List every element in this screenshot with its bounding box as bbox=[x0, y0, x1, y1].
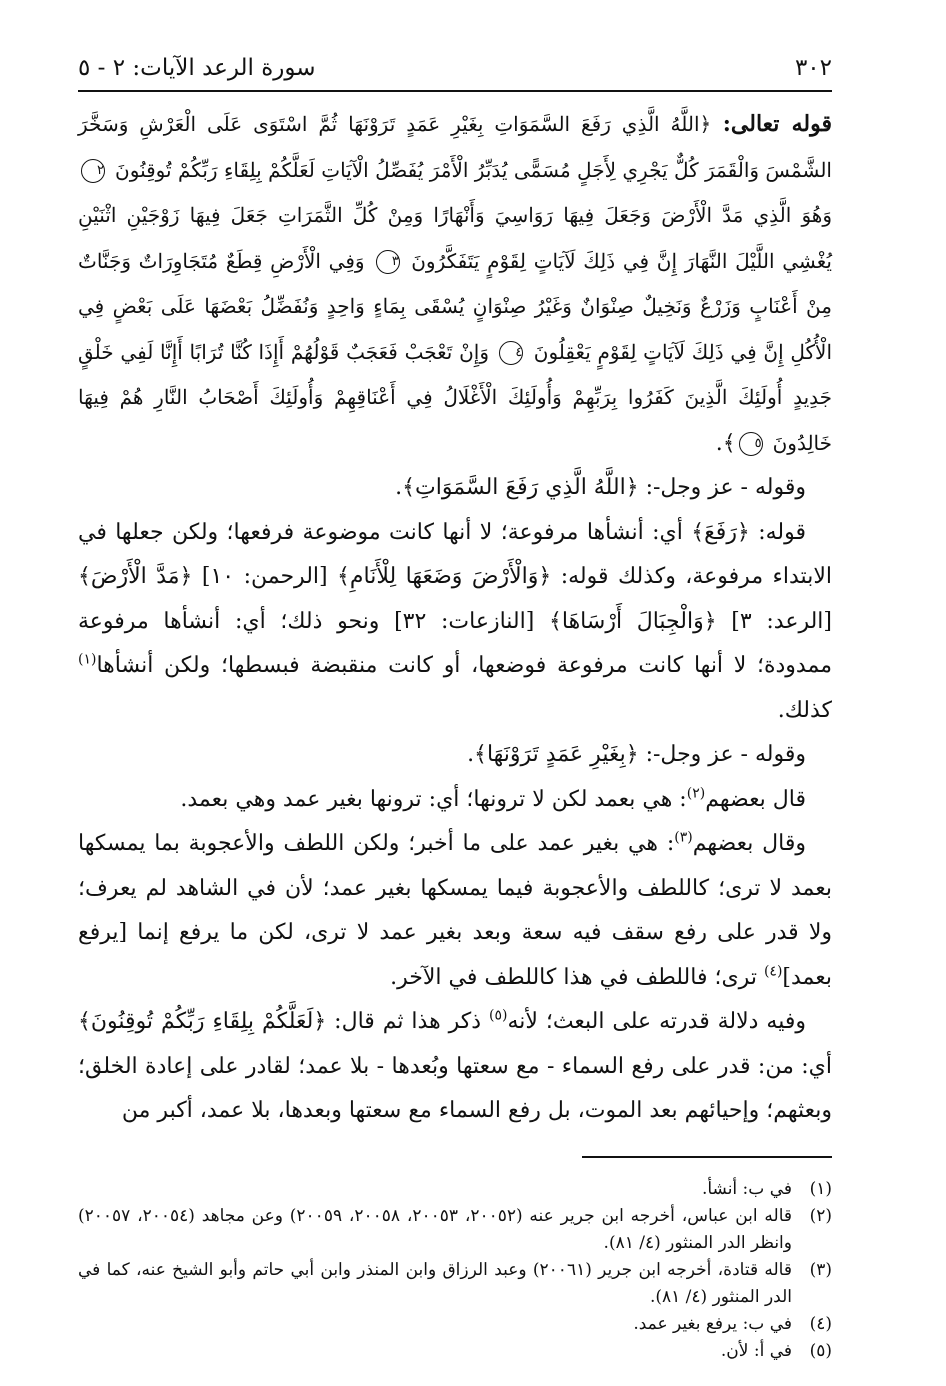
paragraph bbox=[78, 822, 832, 1000]
footnote-number: (٥) bbox=[809, 1340, 832, 1361]
paragraph-text: : هي بغير عمد على ما أخبر؛ ولكن اللطف والأعجوبة بما يمسكها بعمد لا ترى؛ كاللطف والأعجوبة فيما يمسكها بغير عمد؛ لأن في الشاهد لم يعرف؛ ولا قدر على رفع سقف فيه سعة وبعد بغير عمد لا ترى، لكن ما يرفع إنما [يرفع بعمد] bbox=[78, 831, 832, 990]
footnote-number: (٣) bbox=[809, 1259, 832, 1280]
footnote-ref[interactable]: (٢) bbox=[686, 785, 706, 802]
footnote-item bbox=[78, 1311, 832, 1338]
footnote-text: في ب: أنشأ. bbox=[701, 1178, 792, 1199]
page-header bbox=[78, 52, 832, 92]
footnote-number: (٢) bbox=[809, 1205, 832, 1226]
footnote-item bbox=[78, 1176, 832, 1203]
paragraph-text: كذلك. bbox=[777, 697, 832, 723]
verse-number-marker: ٥ bbox=[739, 432, 763, 456]
paragraph-text: وقال بعضهم bbox=[692, 831, 806, 856]
footnote-ref[interactable]: (٥) bbox=[488, 1007, 508, 1024]
paragraph-text: ترى؛ فاللطف في هذا كاللطف في الآخر. bbox=[390, 964, 764, 990]
footnote-divider bbox=[582, 1156, 832, 1158]
verse-text-1: ﴿اللَّهُ الَّذِي رَفَعَ السَّمَوَاتِ بِغَيْرِ عَمَدٍ تَرَوْنَهَا ثُمَّ اسْتَوَى عَلَى الْعَرْشِ وَسَخَّرَ الشَّمْسَ وَالْقَمَرَ كُلٌّ يَجْرِي لِأَجَلٍ مُسَمًّى يُدَبِّرُ الْأَمْرَ يُفَصِّلُ الْآيَاتِ لَعَلَّكُمْ بِلِقَاءِ رَبِّكُمْ تُوقِنُونَ bbox=[78, 112, 832, 182]
paragraph bbox=[78, 778, 832, 823]
footnote-item bbox=[78, 1203, 832, 1257]
paragraph-text: قوله: ﴿رَفَعَ﴾ أي: أنشأها مرفوعة؛ لا أنها كانت موضوعة فرفعها؛ ولكن جعلها في الابتداء مرفوعة، وكذلك قوله: ﴿وَالْأَرْضَ وَضَعَهَا لِلْأَنَامِ﴾ [الرحمن: ١٠] ﴿مَدَّ الْأَرْضَ﴾ [الرعد: ٣] ﴿وَالْجِبَالَ أَرْسَاهَا﴾ [النازعات: ٣٢] ونحو ذلك؛ أي: أنشأها مرفوعة ممدودة؛ لا أنها كانت مرفوعة فوضعها، أو كانت منقبضة فبسطها؛ ولكن أنشأها bbox=[78, 519, 832, 678]
footnote-ref[interactable]: (٤) bbox=[763, 963, 783, 980]
paragraph: وقوله - عز وجل-: ﴿بِغَيْرِ عَمَدٍ تَرَوْنَهَا﴾. bbox=[467, 742, 806, 767]
footnote-text: قاله قتادة، أخرجه ابن جرير (٢٠٠٦١) وعبد الرزاق وابن المنذر وابن أبي حاتم وأبو الشيخ عنه، كما في الدر المنثور (٤/ ٨١). bbox=[78, 1259, 792, 1307]
footnote-number: (١) bbox=[809, 1178, 832, 1199]
verse-text-4: وَإِنْ تَعْجَبْ فَعَجَبٌ قَوْلُهُمْ أَإِذَا كُنَّا تُرَابًا أَإِنَّا لَفِي خَلْقٍ جَدِيدٍ أُولَئِكَ الَّذِينَ كَفَرُوا بِرَبِّهِمْ وَأُولَئِكَ الْأَغْلَالُ فِي أَعْنَاقِهِمْ وَأُولَئِكَ أَصْحَابُ النَّارِ هُمْ فِيهَا خَالِدُونَ bbox=[78, 339, 832, 455]
main-text bbox=[78, 102, 832, 1134]
footnotes bbox=[78, 1176, 832, 1365]
footnote-item bbox=[78, 1257, 832, 1311]
verse-number-marker: ٤ bbox=[499, 341, 523, 365]
paragraph bbox=[78, 1000, 832, 1134]
verse-paragraph bbox=[78, 102, 832, 466]
surah-title: سورة الرعد الآيات: ٢ - ٥ bbox=[78, 55, 316, 81]
paragraph: وقوله - عز وجل-: ﴿اللَّهُ الَّذِي رَفَعَ السَّمَوَاتِ﴾. bbox=[395, 475, 806, 500]
footnote-text: في أ: لأن. bbox=[720, 1340, 792, 1361]
verse-text-3: وَفِي الْأَرْضِ قِطَعٌ مُتَجَاوِرَاتٌ وَجَنَّاتٌ مِنْ أَعْنَابٍ وَزَرْعٌ وَنَخِيلٌ صِنْوَانٌ وَغَيْرُ صِنْوَانٍ يُسْقَى بِمَاءٍ وَاحِدٍ وَنُفَضِّلُ بَعْضَهَا عَلَى بَعْضٍ فِي الْأُكُلِ إِنَّ فِي ذَلِكَ لَآيَاتٍ لِقَوْمٍ يَعْقِلُونَ bbox=[78, 248, 832, 364]
footnote-ref[interactable]: (١) bbox=[78, 651, 97, 668]
paragraph bbox=[78, 511, 832, 734]
verse-number-marker: ٣ bbox=[376, 250, 400, 274]
paragraph-text: ذكر هذا ثم قال: ﴿لَعَلَّكُمْ بِلِقَاءِ رَبِّكُمْ تُوقِنُونَ﴾ أي: من: قدر على رفع السماء - مع سعتها وبُعدها - بلا عمد؛ لقادر على إعادة الخلق؛ وبعثهم؛ وإحيائهم بعد الموت، بل رفع السماء مع سعتها وبعدها، بلا عمد، أكبر من bbox=[78, 1009, 832, 1123]
verse-text-2: وَهُوَ الَّذِي مَدَّ الْأَرْضَ وَجَعَلَ فِيهَا رَوَاسِيَ وَأَنْهَارًا وَمِنْ كُلِّ الثَّمَرَاتِ جَعَلَ فِيهَا زَوْجَيْنِ اثْنَيْنِ يُغْشِي اللَّيْلَ النَّهَارَ إِنَّ فِي ذَلِكَ لَآيَاتٍ لِقَوْمٍ يَتَفَكَّرُونَ bbox=[78, 203, 832, 273]
verse-close: ﴾. bbox=[715, 430, 736, 456]
book-page bbox=[78, 52, 832, 1365]
footnote-text: في ب: يرفع بغير عمد. bbox=[633, 1313, 792, 1334]
footnote-text: قاله ابن عباس، أخرجه ابن جرير عنه (٢٠٠٥٢، ٢٠٠٥٣، ٢٠٠٥٨، ٢٠٠٥٩) وعن مجاهد (٢٠٠٥٤، ٢٠٠٥٧) وانظر الدر المنثور (٤/ ٨١). bbox=[78, 1205, 793, 1253]
paragraph-text: وفيه دلالة قدرته على البعث؛ لأنه bbox=[507, 1009, 806, 1034]
footnote-number: (٤) bbox=[809, 1313, 832, 1334]
verse-intro: قوله تعالى: bbox=[722, 111, 832, 137]
page-number: ٣٠٢ bbox=[794, 55, 832, 81]
verse-number-marker: ٢ bbox=[81, 159, 105, 183]
footnote-item bbox=[78, 1338, 832, 1365]
footnote-ref[interactable]: (٣) bbox=[674, 829, 693, 846]
paragraph-text: : هي بعمد لكن لا ترونها؛ أي: ترونها بغير عمد وهي بعمد. bbox=[180, 786, 687, 812]
paragraph-text: قال بعضهم bbox=[705, 786, 806, 812]
